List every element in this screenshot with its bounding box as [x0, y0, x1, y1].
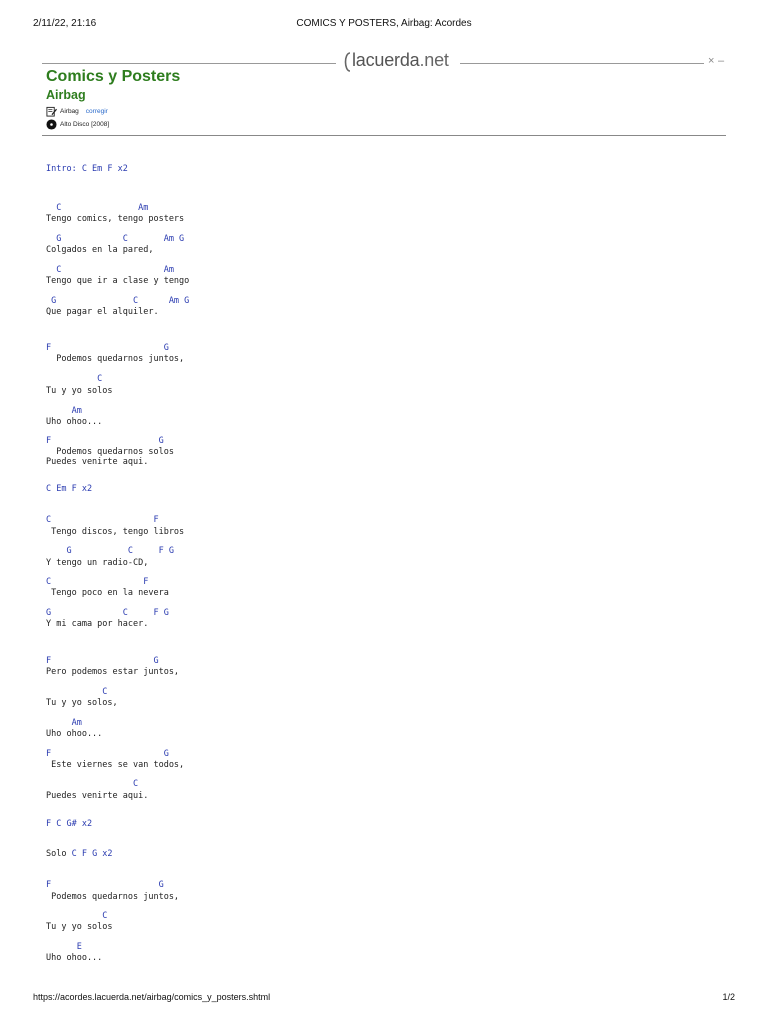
lyric-text: Podemos quedarnos juntos, [46, 354, 185, 364]
lyric-line [46, 214, 184, 224]
chord-text: C Am [46, 203, 149, 213]
chord-line[interactable] [46, 880, 164, 890]
logo-dot: . [419, 50, 425, 70]
lyric-line [46, 276, 189, 286]
lyric-text: Este viernes se van todos, [46, 760, 185, 770]
lyric-text: Tengo discos, tengo libros [46, 527, 185, 537]
print-title: COMICS Y POSTERS, Airbag: Acordes [296, 18, 472, 29]
chord-line[interactable] [46, 911, 107, 921]
chord-text: Intro: C Em F x2 [46, 164, 128, 174]
chord-text: F C G# x2 [46, 819, 93, 829]
album-meta-row [46, 119, 109, 130]
chord-line[interactable] [46, 749, 169, 759]
lyric-line [46, 619, 148, 629]
chord-line[interactable] [46, 436, 164, 446]
chord-line[interactable] [46, 546, 174, 556]
lyric-line [46, 417, 102, 427]
lyric-line [46, 588, 169, 598]
lyric-text: Podemos quedarnos solos [46, 447, 174, 457]
lyric-line [46, 447, 174, 457]
print-date: 2/11/22, 21:16 [33, 18, 97, 29]
minimize-icon[interactable]: – [718, 55, 725, 67]
lyric-text: Tu y yo solos [46, 922, 113, 932]
lyric-text: Tu y yo solos [46, 386, 113, 396]
chord-text: F G [46, 880, 164, 890]
chord-text: C F [46, 577, 149, 587]
lyric-text: Tengo poco en la nevera [46, 588, 169, 598]
song-title: Comics y Posters [46, 68, 181, 85]
logo-tld: net [424, 50, 449, 70]
chord-text: G C Am G [46, 234, 185, 244]
lyric-line [46, 729, 102, 739]
chord-line[interactable] [46, 406, 82, 416]
chord-text: C [46, 911, 108, 921]
lyric-line [46, 922, 113, 932]
chord-text: Am [46, 406, 82, 416]
lyric-text: Puedes venirte aqui. [46, 791, 149, 801]
chord-line[interactable] [46, 203, 148, 213]
lyric-line [46, 760, 184, 770]
chord-text: C [46, 374, 103, 384]
lyric-text: Uho ohoo... [46, 953, 103, 963]
chord-text: F G [46, 749, 169, 759]
chord-line[interactable] [46, 656, 159, 666]
lyric-text: Tengo comics, tengo posters [46, 214, 185, 224]
lyric-line [46, 354, 184, 364]
lyric-line [46, 386, 113, 396]
lyric-text: Uho ohoo... [46, 729, 103, 739]
chord-text: G C F G [46, 546, 174, 556]
chord-line[interactable] [46, 779, 138, 789]
chord-text: G C F G [46, 608, 169, 618]
lyric-line [46, 791, 148, 801]
chord-line[interactable] [46, 819, 92, 829]
chord-text: F G [46, 656, 159, 666]
lyric-line [46, 558, 148, 568]
lyric-text: Y tengo un radio-CD, [46, 558, 149, 568]
lyric-line [46, 527, 184, 537]
lyric-line [46, 457, 148, 467]
chord-text: E [46, 942, 82, 952]
header-divider-left [42, 63, 336, 64]
lyric-text: Y mi cama por hacer. [46, 619, 149, 629]
chord-text: F G [46, 343, 169, 353]
chord-text: C Em F x2 [46, 484, 93, 494]
print-header [0, 18, 768, 32]
pencil-note-icon [46, 106, 57, 117]
chord-line[interactable] [46, 608, 169, 618]
lyric-text: Uho ohoo... [46, 417, 103, 427]
lyric-text: Solo [46, 849, 72, 859]
chord-line[interactable] [46, 577, 148, 587]
inline-chords[interactable]: C F G x2 [71, 849, 113, 859]
chord-line[interactable] [46, 687, 107, 697]
chord-text: C [46, 687, 108, 697]
lyric-text: Podemos quedarnos juntos, [46, 892, 180, 902]
lyric-line [46, 953, 102, 963]
chord-line[interactable] [46, 343, 169, 353]
chord-line[interactable] [46, 164, 128, 174]
lyric-text: Puedes venirte aqui. [46, 457, 149, 467]
logo-main: lacuerda [352, 50, 420, 70]
chord-text: C F [46, 515, 159, 525]
lyric-text: Tengo que ir a clase y tengo [46, 276, 190, 286]
album-link[interactable]: Alto Disco [2008] [60, 121, 110, 128]
chord-text: G C Am G [46, 296, 190, 306]
chord-line[interactable] [46, 296, 189, 306]
vinyl-disc-icon [46, 119, 57, 130]
lyric-text: Tu y yo solos, [46, 698, 118, 708]
chord-line[interactable] [46, 718, 82, 728]
logo-wordmark [352, 50, 449, 71]
chord-text: F G [46, 436, 164, 446]
meta-artist[interactable]: Airbag [60, 108, 79, 115]
lyric-text: Colgados en la pared, [46, 245, 154, 255]
lyric-line [46, 667, 179, 677]
print-url: https://acordes.lacuerda.net/airbag/comics_y_posters.shtml [33, 992, 271, 1002]
print-page-number: 1/2 [722, 992, 735, 1002]
chord-line[interactable] [46, 265, 174, 275]
chord-line[interactable] [46, 515, 159, 525]
chord-line[interactable] [46, 942, 82, 952]
artist-link[interactable]: Airbag [46, 88, 86, 102]
chord-text: C [46, 779, 139, 789]
lyric-line [46, 245, 153, 255]
lyric-line [46, 849, 113, 859]
content-divider [42, 135, 726, 136]
lyric-text: Que pagar el alquiler. [46, 307, 159, 317]
edit-link[interactable]: corregir [85, 108, 108, 115]
artist-meta-row [46, 106, 108, 117]
header-divider-right [460, 63, 704, 64]
close-icon[interactable]: × [708, 55, 715, 67]
chord-line[interactable] [46, 484, 92, 494]
chord-text: C Am [46, 265, 174, 275]
chord-line[interactable] [46, 234, 184, 244]
lyric-line [46, 698, 118, 708]
chord-line[interactable] [46, 374, 102, 384]
lyric-line [46, 892, 179, 902]
lyric-line [46, 307, 159, 317]
lyric-text: Pero podemos estar juntos, [46, 667, 180, 677]
chord-text: Am [46, 718, 82, 728]
